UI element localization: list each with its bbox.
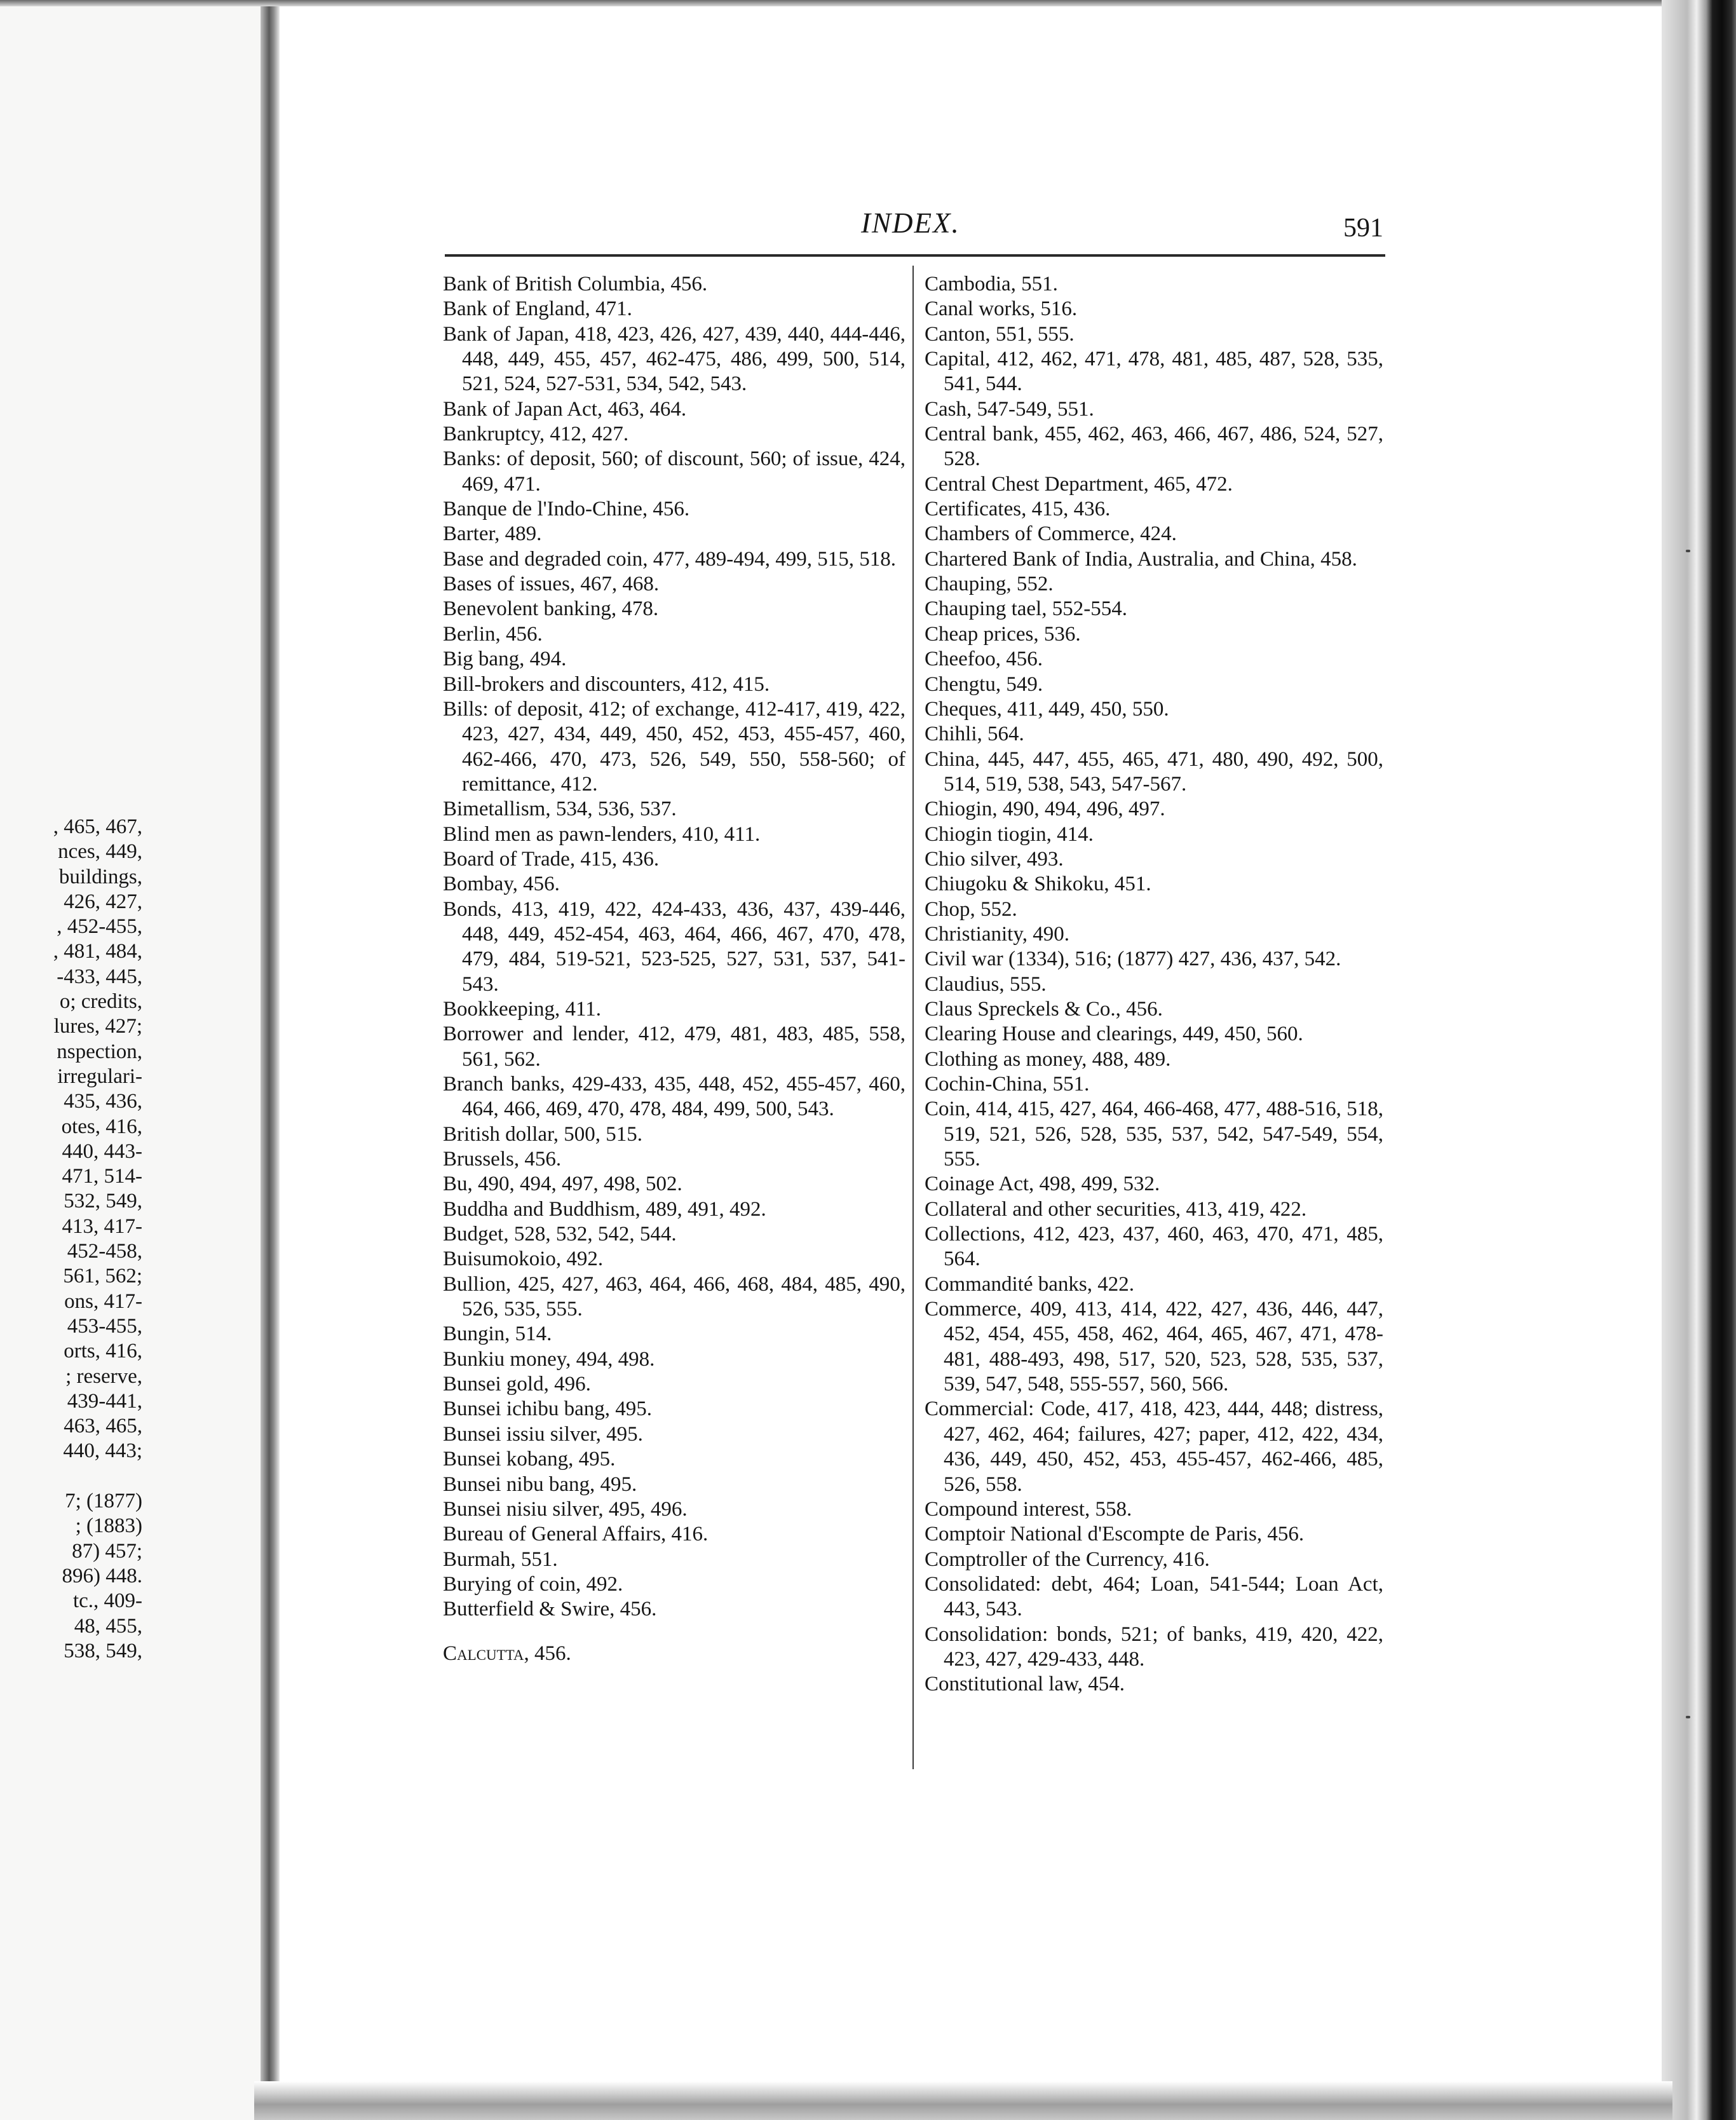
index-column-right bbox=[925, 272, 1383, 1697]
facing-page-line: , 481, 484, bbox=[53, 940, 142, 963]
index-entry: Bullion, 425, 427, 463, 464, 466, 468, 484, 485, 490, 526, 535, 555. bbox=[443, 1272, 905, 1321]
facing-page-text-fragments bbox=[0, 815, 142, 1664]
index-entry: Buisumokoio, 492. bbox=[443, 1247, 604, 1271]
facing-page-line: ons, 417- bbox=[64, 1289, 142, 1313]
facing-page-line: lures, 427; bbox=[53, 1015, 142, 1038]
facing-page-line: nspection, bbox=[57, 1040, 142, 1063]
facing-page-line: tc., 409- bbox=[72, 1589, 142, 1613]
index-entry: Bonds, 413, 419, 422, 424-433, 436, 437, 439-446, 448, 449, 452-454, 463, 464, 466, 467, 470, 478, 479, 484, 519-521, 523-525, 527, 531, 537, 541-543. bbox=[443, 897, 905, 996]
index-entry: Claudius, 555. bbox=[925, 972, 1047, 996]
facing-page-line: -433, 445, bbox=[57, 965, 142, 988]
index-entry: Chiugoku & Shikoku, 451. bbox=[925, 873, 1151, 896]
index-entry: Canal works, 516. bbox=[925, 297, 1078, 321]
right-entries bbox=[925, 272, 1383, 1697]
page-bottom-edge bbox=[254, 2081, 1672, 2120]
index-entry: Bungin, 514. bbox=[443, 1322, 552, 1346]
index-entry: Central bank, 455, 462, 463, 466, 467, 486, 524, 527, 528. bbox=[925, 423, 1383, 471]
index-entry: Chop, 552. bbox=[925, 897, 1017, 921]
index-entry: Commercial: Code, 417, 418, 423, 444, 448; distress, 427, 462, 464; failures, 427; paper, 412, 422, 434, 436, 449, 450, 452, 453, 455-457, 462-466, 485, 526, 558. bbox=[925, 1397, 1383, 1496]
index-entry: Compound interest, 558. bbox=[925, 1497, 1132, 1521]
facing-page-line: ; reserve, bbox=[65, 1364, 142, 1388]
index-entry: Banque de l'Indo-Chine, 456. bbox=[443, 498, 690, 521]
index-entry: Consolidation: bonds, 521; of banks, 419, 420, 422, 423, 427, 429-433, 448. bbox=[925, 1622, 1383, 1671]
facing-page-line: 440, 443- bbox=[62, 1139, 142, 1163]
index-entry-calcutta: Calcutta, 456. bbox=[443, 1641, 571, 1665]
index-entry: Bunsei issiu silver, 495. bbox=[443, 1422, 643, 1446]
index-entry: Banks: of deposit, 560; of discount, 560; of issue, 424, 469, 471. bbox=[443, 447, 905, 496]
index-entry: Bu, 490, 494, 497, 498, 502. bbox=[443, 1172, 682, 1196]
facing-page-line: 48, 455, bbox=[74, 1614, 142, 1638]
index-entry: Bunsei gold, 496. bbox=[443, 1373, 591, 1396]
index-entry: Bunsei kobang, 495. bbox=[443, 1448, 616, 1471]
index-entry: Chiogin tiogin, 414. bbox=[925, 822, 1094, 846]
index-entry: Bureau of General Affairs, 416. bbox=[443, 1523, 709, 1546]
left-entries bbox=[443, 272, 905, 1622]
index-entry: Bookkeeping, 411. bbox=[443, 997, 601, 1021]
facing-page-line: 413, 417- bbox=[62, 1214, 142, 1238]
facing-page bbox=[0, 0, 261, 2120]
facing-page-line: , 465, 467, bbox=[53, 815, 142, 838]
index-entry: Bunsei nibu bang, 495. bbox=[443, 1472, 637, 1496]
index-entry: Christianity, 490. bbox=[925, 922, 1069, 946]
facing-page-line: 463, 465, bbox=[64, 1415, 142, 1438]
facing-page-line: 7; (1877) bbox=[65, 1490, 142, 1513]
index-entry: Cheques, 411, 449, 450, 550. bbox=[925, 697, 1169, 721]
index-entry: Bills: of deposit, 412; of exchange, 412-417, 419, 422, 423, 427, 434, 449, 450, 452, 453, 455-457, 460, 462-466, 470, 473, 526, 549, 550, 558-560; of remittance, 412. bbox=[443, 697, 905, 796]
index-entry: Bases of issues, 467, 468. bbox=[443, 573, 660, 596]
facing-page-line: orts, 416, bbox=[64, 1340, 142, 1363]
index-entry: Chengtu, 549. bbox=[925, 672, 1043, 696]
page-edge-shadow bbox=[1662, 0, 1736, 2120]
index-entry: Big bang, 494. bbox=[443, 648, 567, 671]
index-entry: Berlin, 456. bbox=[443, 622, 543, 646]
index-entry: Chauping tael, 552-554. bbox=[925, 597, 1127, 621]
index-entry: Bill-brokers and discounters, 412, 415. bbox=[443, 672, 770, 696]
index-entry: Commerce, 409, 413, 414, 422, 427, 436, 446, 447, 452, 454, 455, 458, 462, 464, 465, 467, 471, 478-481, 488-493, 498, 517, 520, 523, 528, 535, 537, 539, 547, 548, 555-557, 560, 566. bbox=[925, 1298, 1383, 1396]
facing-page-line: otes, 416, bbox=[61, 1115, 142, 1138]
index-entry: Comptroller of the Currency, 416. bbox=[925, 1547, 1210, 1571]
facing-page-line: 561, 562; bbox=[63, 1265, 142, 1288]
scan-top-edge bbox=[0, 0, 1736, 6]
facing-page-line: nces, 449, bbox=[58, 840, 142, 864]
index-entry: Civil war (1334), 516; (1877) 427, 436, 437, 542. bbox=[925, 948, 1341, 971]
index-entry: Bank of British Columbia, 456. bbox=[443, 273, 708, 296]
index-entry: Base and degraded coin, 477, 489-494, 499, 515, 518. bbox=[443, 547, 897, 571]
facing-page-line: buildings, bbox=[58, 865, 142, 888]
index-column-left bbox=[443, 272, 905, 1666]
facing-page-line: 532, 549, bbox=[64, 1190, 142, 1213]
page-number: 591 bbox=[1343, 214, 1383, 243]
facing-page-line: 453-455, bbox=[67, 1314, 142, 1338]
facing-page-line: o; credits, bbox=[59, 990, 142, 1014]
facing-page-line: 439-441, bbox=[67, 1389, 142, 1413]
index-entry: Certificates, 415, 436. bbox=[925, 498, 1111, 521]
facing-page-line bbox=[0, 1464, 142, 1489]
index-entry: China, 445, 447, 455, 465, 471, 480, 490, 492, 500, 514, 519, 538, 543, 547-567. bbox=[925, 747, 1383, 796]
index-entry: Barter, 489. bbox=[443, 522, 542, 546]
index-entry: Claus Spreckels & Co., 456. bbox=[925, 997, 1163, 1021]
index-entry: Burying of coin, 492. bbox=[443, 1572, 623, 1596]
facing-page-line: 435, 436, bbox=[64, 1090, 142, 1113]
index-entry: Cash, 547-549, 551. bbox=[925, 397, 1094, 421]
index-entry: Bank of Japan Act, 463, 464. bbox=[443, 397, 687, 421]
index-entry: Chartered Bank of India, Australia, and China, 458. bbox=[925, 547, 1357, 571]
index-entry: Blind men as pawn-lenders, 410, 411. bbox=[443, 822, 761, 846]
index-entry: Benevolent banking, 478. bbox=[443, 597, 659, 621]
index-entry: Clothing as money, 488, 489. bbox=[925, 1047, 1171, 1071]
index-entry: Chiogin, 490, 494, 496, 497. bbox=[925, 798, 1165, 821]
index-entry: Canton, 551, 555. bbox=[925, 322, 1075, 346]
index-entry: Capital, 412, 462, 471, 478, 481, 485, 487, 528, 535, 541, 544. bbox=[925, 348, 1383, 396]
index-entry: Collections, 412, 423, 437, 460, 463, 470, 471, 485, 564. bbox=[925, 1223, 1383, 1271]
facing-page-line: 896) 448. bbox=[62, 1564, 142, 1587]
index-entry: Bankruptcy, 412, 427. bbox=[443, 423, 629, 446]
index-entry: Borrower and lender, 412, 479, 481, 483, 485, 558, 561, 562. bbox=[443, 1023, 905, 1071]
index-entry: Chihli, 564. bbox=[925, 723, 1024, 746]
index-entry: Bank of Japan, 418, 423, 426, 427, 439, 440, 444-446, 448, 449, 455, 457, 462-475, 486, 499, 500, 514, 521, 524, 527-531, 534, 542, 543. bbox=[443, 322, 905, 396]
index-entry: Bombay, 456. bbox=[443, 873, 560, 896]
column-divider bbox=[912, 266, 914, 1769]
index-entry: Chio silver, 493. bbox=[925, 847, 1064, 871]
facing-page-line: 426, 427, bbox=[64, 890, 142, 913]
index-entry: Budget, 528, 532, 542, 544. bbox=[443, 1223, 677, 1246]
facing-page-line: 440, 443; bbox=[63, 1439, 142, 1463]
index-entry: Burmah, 551. bbox=[443, 1547, 558, 1571]
index-entry: Bunsei ichibu bang, 495. bbox=[443, 1397, 653, 1421]
scan-speck bbox=[1686, 1716, 1690, 1718]
facing-page-line: 452-458, bbox=[67, 1240, 142, 1263]
scan-speck bbox=[1686, 550, 1690, 552]
index-entry: British dollar, 500, 515. bbox=[443, 1122, 642, 1146]
index-entry: Central Chest Department, 465, 472. bbox=[925, 472, 1233, 496]
index-entry: Consolidated: debt, 464; Loan, 541-544; Loan Act, 443, 543. bbox=[925, 1572, 1383, 1621]
index-entry: Bunkiu money, 494, 498. bbox=[443, 1347, 655, 1371]
index-entry: Chauping, 552. bbox=[925, 573, 1054, 596]
index-entry: Coin, 414, 415, 427, 464, 466-468, 477, 488-516, 518, 519, 521, 526, 528, 535, 537, 542, 547-549, 554, 555. bbox=[925, 1097, 1383, 1171]
facing-page-line: , 452-455, bbox=[57, 915, 142, 939]
index-entry: Brussels, 456. bbox=[443, 1148, 562, 1171]
facing-page-line: 538, 549, bbox=[64, 1639, 142, 1662]
index-entry: Butterfield & Swire, 456. bbox=[443, 1598, 657, 1621]
index-entry: Cambodia, 551. bbox=[925, 273, 1058, 296]
index-entry: Bunsei nisiu silver, 495, 496. bbox=[443, 1497, 688, 1521]
index-entry: Bimetallism, 534, 536, 537. bbox=[443, 798, 677, 821]
index-entry: Constitutional law, 454. bbox=[925, 1673, 1125, 1696]
facing-page-line: irregulari- bbox=[57, 1064, 142, 1088]
facing-page-line: 471, 514- bbox=[62, 1165, 142, 1188]
index-entry: Coinage Act, 498, 499, 532. bbox=[925, 1172, 1160, 1196]
facing-page-line: 87) 457; bbox=[72, 1539, 142, 1563]
index-entry: Chambers of Commerce, 424. bbox=[925, 522, 1177, 546]
facing-page-line: ; (1883) bbox=[75, 1514, 142, 1538]
index-entry: Branch banks, 429-433, 435, 448, 452, 455-457, 460, 464, 466, 469, 470, 478, 484, 499, 500, 543. bbox=[443, 1073, 905, 1121]
index-entry: Collateral and other securities, 413, 419, 422. bbox=[925, 1197, 1307, 1221]
index-entry: Cheefoo, 456. bbox=[925, 648, 1043, 671]
index-entry: Cheap prices, 536. bbox=[925, 622, 1081, 646]
header-rule bbox=[445, 254, 1385, 257]
index-entry: Commandité banks, 422. bbox=[925, 1272, 1134, 1296]
index-entry: Board of Trade, 415, 436. bbox=[443, 847, 660, 871]
index-entry: Cochin-China, 551. bbox=[925, 1073, 1090, 1096]
index-entry: Comptoir National d'Escompte de Paris, 456. bbox=[925, 1523, 1305, 1546]
index-entry: Bank of England, 471. bbox=[443, 297, 632, 321]
index-entry: Clearing House and clearings, 449, 450, 560. bbox=[925, 1023, 1303, 1046]
running-head: INDEX. bbox=[861, 207, 960, 239]
index-entry: Buddha and Buddhism, 489, 491, 492. bbox=[443, 1197, 766, 1221]
book-gutter bbox=[261, 0, 280, 2120]
